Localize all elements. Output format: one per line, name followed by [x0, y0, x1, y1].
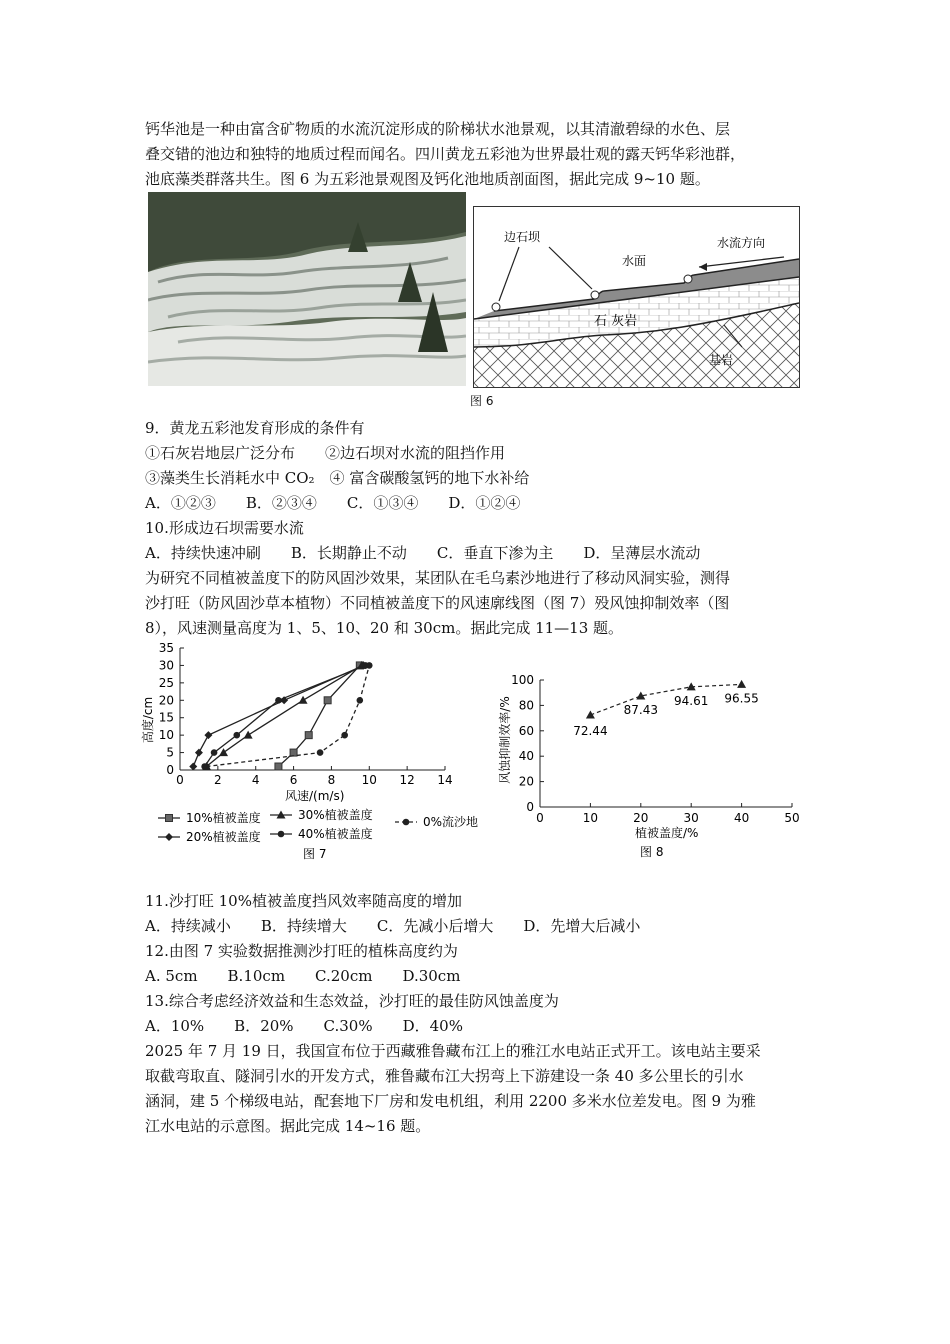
x-tick-label: 30 [683, 811, 699, 825]
intro1-line-3: 池底藻类群落共生。图 6 为五彩池景观图及钙化池地质剖面图，据此完成 9~10 题。 [145, 170, 710, 188]
water-surface-label: 水面 [622, 254, 647, 268]
q13-stem: 13.综合考虑经济效益和生态效益，沙打旺的最佳防风蚀盖度为 [145, 992, 559, 1010]
data-point [204, 731, 212, 739]
data-point [219, 748, 228, 756]
question-9 [145, 416, 805, 516]
y-tick-label: 0 [166, 763, 174, 777]
intro2-line-1: 为研究不同植被盖度下的防风固沙效果，某团队在毛乌素沙地进行了移动风洞实验，测得 [145, 569, 731, 587]
y-axis-label: 风蚀抑制效率/% [498, 696, 512, 784]
q11-options: A．持续减小 B．持续增大 C．先减小后增大 D．先增大后减小 [145, 917, 641, 935]
x-tick-label: 4 [251, 773, 260, 787]
data-label: 87.43 [623, 702, 658, 717]
x-tick-label: 0 [536, 811, 544, 825]
data-label: 96.55 [724, 691, 759, 706]
x-tick-label: 10 [582, 811, 599, 825]
y-tick-label: 10 [158, 728, 174, 743]
y-tick-label: 30 [158, 658, 174, 673]
intro3-line-3: 涵洞，建 5 个梯级电站，配套地下厂房和发电机组，利用 2200 多米水位差发电。图 9 为雅 [145, 1092, 756, 1110]
data-point [737, 680, 746, 688]
q10-stem: 10.形成边石坝需要水流 [145, 519, 304, 537]
data-point [341, 732, 348, 739]
data-point [299, 696, 308, 704]
q9-line-2: ③藻类生长消耗水中 CO₂ ④ 富含碳酸氢钙的地下水补给 [145, 469, 530, 487]
x-tick-label: 10 [361, 773, 377, 787]
series-line-4 [207, 665, 370, 766]
data-point [203, 763, 210, 770]
question-12 [145, 939, 805, 989]
flow-direction-label: 水流方向 [717, 236, 766, 250]
question-13 [145, 989, 805, 1039]
figure-6 [148, 192, 808, 412]
travertine-pools-photo [148, 192, 466, 386]
figure-6-caption: 图 6 [470, 394, 494, 408]
data-point [317, 749, 324, 756]
data-point [275, 697, 282, 704]
data-point [244, 731, 253, 739]
x-axis-label: 风速/(m/s) [285, 789, 345, 803]
data-point [211, 749, 218, 756]
q12-stem: 12.由图 7 实验数据推测沙打旺的植株高度约为 [145, 942, 458, 960]
data-point [189, 763, 197, 771]
q11-stem: 11.沙打旺 10%植被盖度挡风效率随高度的增加 [145, 892, 462, 910]
y-tick-label: 80 [518, 698, 534, 713]
q12-options: A. 5cm B.10cm C.20cm D.30cm [145, 967, 461, 985]
legend-marker [166, 815, 173, 822]
data-point [275, 763, 282, 770]
y-tick-label: 20 [158, 693, 174, 708]
legend-label: 40%植被盖度 [298, 827, 373, 841]
data-point [357, 697, 364, 704]
intro-paragraph-3 [145, 1039, 805, 1139]
q9-options: A．①②③ B．②③④ C．①③④ D．①②④ [145, 494, 521, 512]
legend-marker [403, 819, 410, 826]
efficiency-line [590, 684, 741, 715]
y-tick-label: 0 [526, 800, 534, 814]
data-point [195, 749, 203, 757]
question-11 [145, 889, 805, 939]
x-tick-label: 50 [784, 811, 800, 825]
y-tick-label: 25 [158, 675, 174, 690]
intro-paragraph-1 [145, 117, 805, 192]
x-tick-label: 14 [437, 773, 453, 787]
data-point [290, 749, 297, 756]
x-tick-label: 0 [176, 773, 184, 787]
x-tick-label: 6 [289, 773, 298, 787]
data-point [305, 732, 312, 739]
q9-stem: 9．黄龙五彩池发育形成的条件有 [145, 419, 365, 437]
intro3-line-2: 取截弯取直、隧洞引水的开发方式，雅鲁藏布江大拐弯上下游建设一条 40 多公里长的引水 [145, 1067, 744, 1085]
x-tick-label: 2 [214, 773, 222, 787]
y-tick-label: 15 [158, 710, 174, 725]
y-tick-label: 40 [518, 749, 534, 764]
y-tick-label: 35 [158, 641, 174, 655]
y-tick-label: 5 [166, 745, 174, 760]
legend-label: 30%植被盖度 [298, 808, 373, 822]
intro2-line-2: 沙打旺（防风固沙草本植物）不同植被盖度下的风速廓线图（图 7）殁风蚀抑制效率（图 [145, 594, 730, 612]
dam-label: 边石坝 [504, 230, 541, 244]
intro3-line-4: 江水电站的示意图。据此完成 14~16 题。 [145, 1117, 431, 1135]
figure-7-chart [140, 640, 500, 865]
legend-label: 0%流沙地 [423, 815, 479, 829]
data-point [324, 697, 331, 704]
travertine-pools-illustration [148, 192, 466, 386]
x-tick-label: 12 [399, 773, 415, 787]
y-tick-label: 20 [518, 774, 534, 789]
legend-marker [165, 833, 173, 841]
figure-8-caption: 图 8 [640, 845, 664, 859]
figure-7-caption: 图 7 [303, 847, 327, 861]
data-label: 94.61 [674, 693, 709, 708]
legend-label: 20%植被盖度 [186, 830, 261, 844]
q9-line-1: ①石灰岩地层广泛分布 ②边石坝对水流的阻挡作用 [145, 444, 506, 462]
y-axis-label: 高度/cm [141, 696, 155, 744]
data-label: 72.44 [573, 724, 608, 739]
series-line-3 [205, 665, 366, 766]
legend-marker [278, 831, 285, 838]
figure-8-chart [495, 660, 815, 865]
intro2-line-3: 8），风速测量高度为 1、5、10、20 和 30cm。据此完成 11—13 题。 [145, 619, 624, 637]
x-tick-label: 40 [733, 811, 750, 825]
data-point [586, 711, 595, 719]
bedrock-label: 基岩 [709, 353, 734, 367]
geologic-section-diagram [473, 206, 800, 388]
data-point [366, 662, 373, 669]
x-tick-label: 8 [327, 773, 336, 787]
q13-options: A．10% B．20% C.30% D．40% [145, 1017, 463, 1035]
intro1-line-2: 叠交错的池边和独特的地质过程而闻名。四川黄龙五彩池为世界最壮观的露天钙华彩池群， [145, 145, 746, 163]
data-point [233, 732, 240, 739]
x-tick-label: 20 [633, 811, 649, 825]
q10-options: A．持续快速冲刷 B．长期静止不动 C．垂直下渗为主 D．呈薄层水流动 [145, 544, 701, 562]
intro-paragraph-2 [145, 566, 805, 641]
intro3-line-1: 2025 年 7 月 19 日，我国宣布位于西藏雅鲁藏布江上的雅江水电站正式开工。该电站主要采 [145, 1042, 761, 1060]
intro1-line-1: 钙华池是一种由富含矿物质的水流沉淀形成的阶梯状水池景观，以其清澈碧绿的水色、层 [145, 120, 731, 138]
limestone-label: 石 灰岩 [594, 314, 638, 329]
x-axis-label: 植被盖度/% [635, 826, 699, 840]
legend-label: 10%植被盖度 [186, 811, 261, 825]
question-10 [145, 516, 805, 566]
series-line-1 [207, 665, 362, 766]
y-tick-label: 100 [511, 673, 534, 687]
y-tick-label: 60 [518, 723, 534, 738]
